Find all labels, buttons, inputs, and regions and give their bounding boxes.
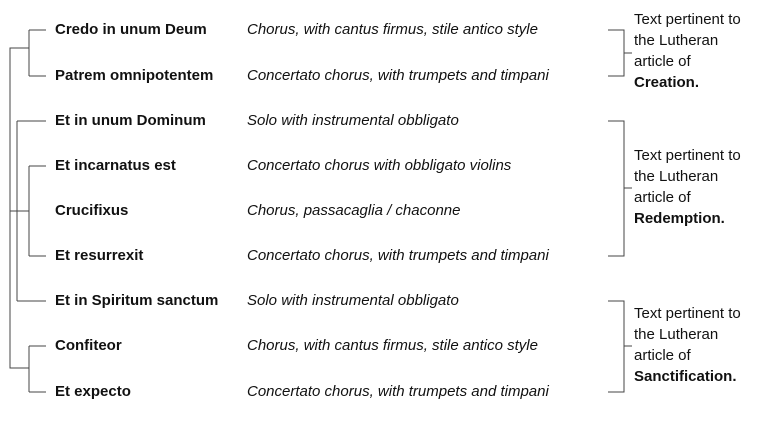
movement-name: Et expecto <box>55 383 131 400</box>
movement-description: Chorus, passacaglia / chaconne <box>247 202 461 219</box>
article-note-text: Text pertinent to the Lutheran article of <box>634 305 741 364</box>
tree-outer-bracket <box>10 48 29 368</box>
movement-name: Et in Spiritum sanctum <box>55 292 219 309</box>
bracket-redemption <box>608 121 624 256</box>
movement-name: Credo in unum Deum <box>55 21 207 38</box>
movement-description: Concertato chorus with obbligato violins <box>247 157 512 174</box>
article-note-text: Text pertinent to the Lutheran article of <box>634 11 741 70</box>
movement-description: Concertato chorus, with trumpets and timpani <box>247 383 549 400</box>
article-note-emphasis: Sanctification. <box>634 368 737 385</box>
article-note-text: Text pertinent to the Lutheran article of <box>634 147 741 206</box>
article-note-emphasis: Creation. <box>634 74 700 91</box>
movement-name: Et resurrexit <box>55 247 144 264</box>
article-note-sanctification <box>634 303 758 387</box>
movement-description: Concertato chorus, with trumpets and timpani <box>247 67 549 84</box>
movement-name: Crucifixus <box>55 202 129 219</box>
movement-name: Et in unum Dominum <box>55 112 206 129</box>
bracket-sanctification <box>608 301 624 392</box>
movement-description: Chorus, with cantus firmus, stile antico style <box>247 337 538 354</box>
movement-description: Chorus, with cantus firmus, stile antico style <box>247 21 538 38</box>
article-note-creation <box>634 9 758 93</box>
movement-description: Solo with instrumental obbligato <box>247 292 459 309</box>
bracket-creation <box>608 30 624 76</box>
movement-description: Solo with instrumental obbligato <box>247 112 459 129</box>
movement-name: Et incarnatus est <box>55 157 176 174</box>
article-note-emphasis: Redemption. <box>634 210 725 227</box>
movement-description: Concertato chorus, with trumpets and timpani <box>247 247 549 264</box>
movement-name: Confiteor <box>55 337 122 354</box>
article-note-redemption <box>634 145 758 229</box>
movement-name: Patrem omnipotentem <box>55 67 214 84</box>
